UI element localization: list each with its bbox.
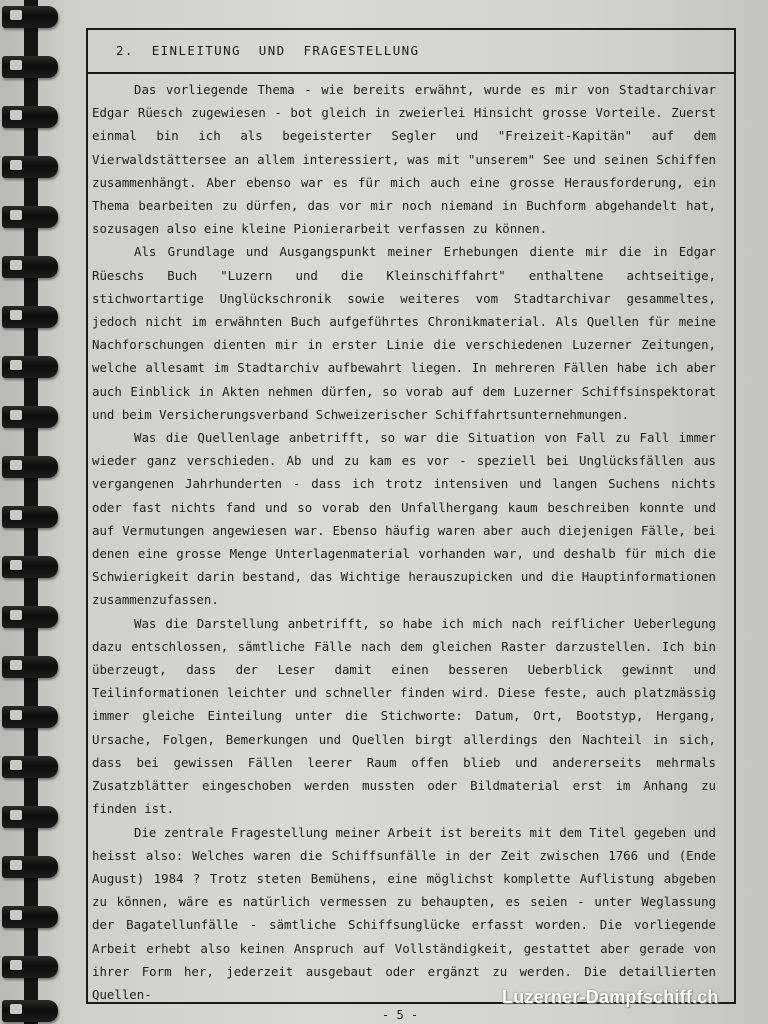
- binding-ring: [2, 206, 58, 228]
- binding-ring: [2, 606, 58, 628]
- paragraph: Die zentrale Fragestellung meiner Arbeit ist bereits mit dem Titel gegeben und heisst also: Welches waren die Schiffsunfälle in der Zeit zwischen 1766 und (Ende August) 1984 ? Trotz steten Bemühens, eine möglichst komplette Auflistung abgeben zu können, wäre es natürlich vermessen zu behaupten, es seien - unter Weglassung der Bagatellunfälle - sämtliche Schiffsunglücke erfasst worden. Die vorliegende Arbeit erhebt also keinen Anspruch auf Vollständigkeit, gestattet aber gerade von ihrer Form her, jederzeit ausgebaut oder ergänzt zu werden. Die detaillierten Quellen-: [92, 824, 716, 1002]
- binding-ring: [2, 406, 58, 428]
- binding-ring: [2, 1000, 58, 1022]
- binding-ring: [2, 356, 58, 378]
- section-title: 2. EINLEITUNG UND FRAGESTELLUNG: [116, 43, 420, 58]
- binding-ring: [2, 856, 58, 878]
- binding-ring: [2, 156, 58, 178]
- paragraph: Was die Darstellung anbetrifft, so habe ich mich nach reiflicher Ueberlegung dazu entschlossen, sämtliche Fälle nach dem gleichen Raster darzustellen. Ich bin überzeugt, dass der Leser damit einen besseren Ueberblick gewinnt und Teilinformationen leichter und schneller finden wird. Diese feste, auch platzmässig immer gleiche Einteilung unter die Stichworte: Datum, Ort, Bootstyp, Hergang, Ursache, Folgen, Bemerkungen und Quellen birgt allerdings den Nachteil in sich, dass bei gewissen Fällen leerer Raum offen blieb und andererseits mehrmals Zusatzblätter eingeschoben werden mussten oder Bildmaterial erst im Anhang zu finden ist.: [92, 615, 716, 817]
- binding-ring: [2, 806, 58, 828]
- section-header: [88, 30, 734, 74]
- binding-ring: [2, 106, 58, 128]
- binding-ring: [2, 306, 58, 328]
- binding-ring: [2, 256, 58, 278]
- page-number: - 5 -: [382, 1008, 419, 1022]
- binding-ring: [2, 656, 58, 678]
- spiral-binding: [0, 0, 62, 1024]
- watermark: Luzerner-Dampfschiff.ch: [502, 987, 719, 1007]
- binding-ring: [2, 706, 58, 728]
- paragraph: Das vorliegende Thema - wie bereits erwähnt, wurde es mir von Stadtarchivar Edgar Rüesch zugewiesen - bot gleich in zweierlei Hinsicht grosse Vorteile. Zuerst einmal bin ich als begeisterter Segler und "Freizeit-Kapitän" auf dem Vierwaldstättersee an allem interessiert, was mit "unserem" See und seinen Schiffen zusammenhängt. Aber ebenso war es für mich auch eine grosse Herausforderung, ein Thema bearbeiten zu dürfen, das vor mir noch niemand in Buchform abgehandelt hat, sozusagen also eine kleine Pionierarbeit verfassen zu können.: [92, 82, 716, 237]
- binding-ring: [2, 906, 58, 928]
- binding-ring: [2, 56, 58, 78]
- binding-ring: [2, 506, 58, 528]
- binding-ring: [2, 556, 58, 578]
- binding-ring: [2, 756, 58, 778]
- binding-ring: [2, 6, 58, 28]
- body-text: [92, 78, 716, 1006]
- paragraph: Was die Quellenlage anbetrifft, so war die Situation von Fall zu Fall immer wieder ganz verschieden. Ab und zu kam es vor - speziell bei Unglücksfällen aus vergangenen Jahrhunderten - dass ich trotz intensiven und langen Suchens nichts oder fast nichts fand und so vorab den Unfallhergang kaum beschreiben konnte und auf Vermutungen angewiesen war. Ebenso häufig waren aber auch diejenigen Fälle, bei denen eine grosse Menge Unterlagenmaterial vorhanden war, und deshalb für mich die Schwierigkeit darin bestand, das Wichtige herauszupicken und die Hauptinformationen zusammenzufassen.: [92, 430, 716, 608]
- paragraph: Als Grundlage und Ausgangspunkt meiner Erhebungen diente mir die in Edgar Rüeschs Buch "Luzern und die Kleinschiffahrt" enthaltene achtseitige, stichwortartige Unglückschronik sowie weiteres vom Stadtarchivar gesammeltes, jedoch nicht im erwähnten Buch aufgeführtes Chronikmaterial. Als Quellen für meine Nachforschungen dienten mir in erster Linie die verschiedenen Luzerner Zeitungen, welche allesamt im Stadtarchiv aufbewahrt liegen. In mehreren Fällen habe ich aber auch Einblick in Akten nehmen dürfen, so vorab auf dem Luzerner Schiffsinspektorat und beim Versicherungsverband Schweizerischer Schiffahrtsunternehmungen.: [92, 244, 716, 422]
- binding-ring: [2, 956, 58, 978]
- binding-ring: [2, 456, 58, 478]
